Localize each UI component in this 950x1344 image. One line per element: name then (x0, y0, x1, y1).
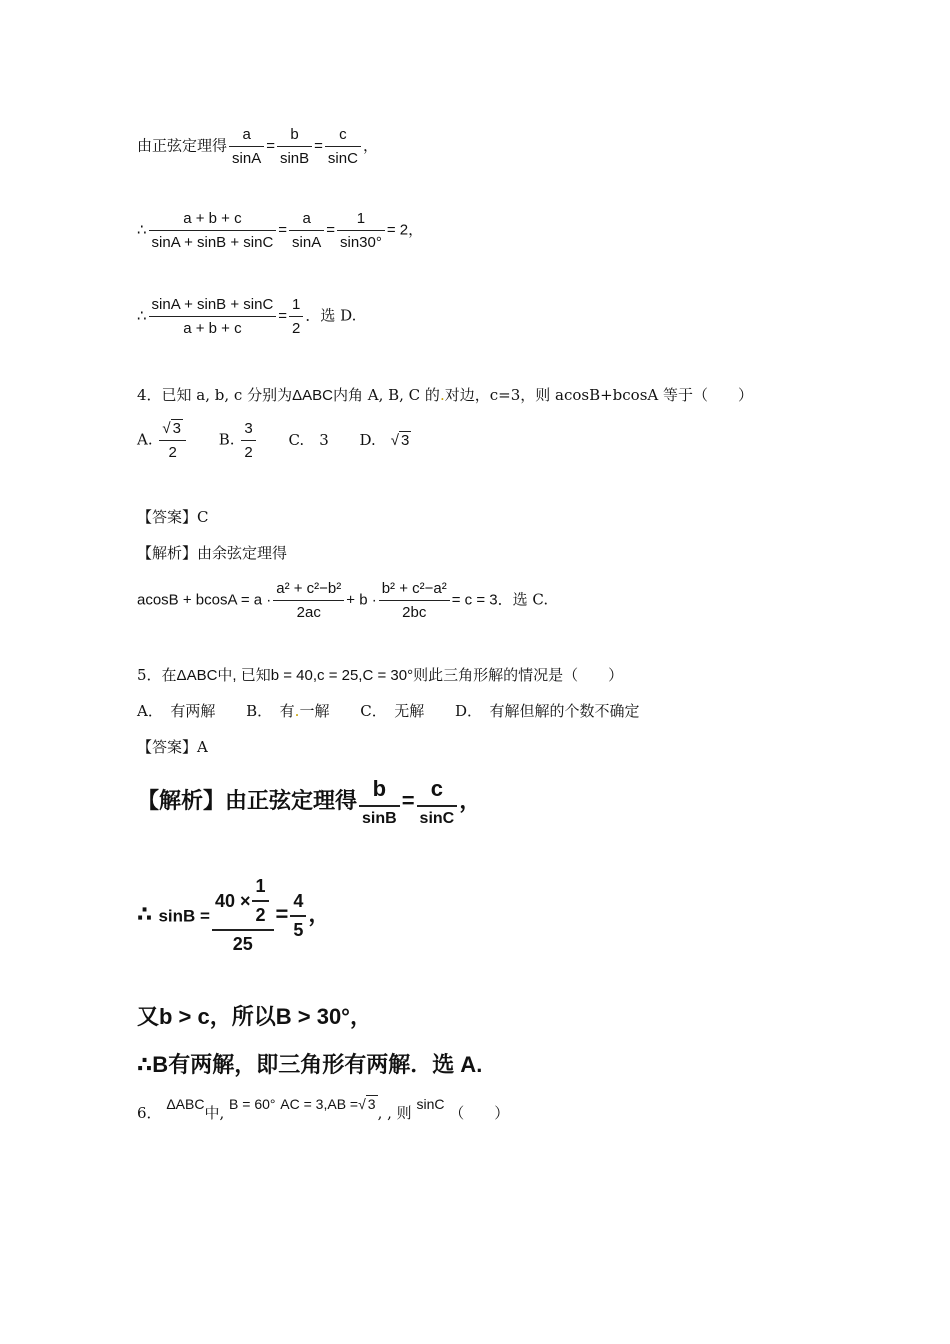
sine-law-line: 由正弦定理得 $\frac{a}{\sin A}$ = $\frac{b}{\sin B}$ = $\frac{c}{\sin C}$ ， (137, 126, 378, 167)
sine-law-prefix: 由正弦定理得 (137, 136, 228, 155)
q4-option-d[interactable]: D. √ 3 (359, 430, 410, 449)
inverse-ratio-line: ∴ $\frac{\sin A + \sin B + \sin C}{a + b + c}$ = $\frac{1}{2}$ ．选 D. (137, 296, 357, 337)
frac-sum-ratio: $\frac{a + b + c}{\sin A + \sin B + \sin C}$ (149, 210, 277, 251)
sqrt-icon: √ 3 (358, 1096, 376, 1112)
frac-inverse-ratio: $\frac{\sin A + \sin B + \sin C}{a + b + c}$ (149, 296, 277, 337)
q5-line3: 又b > c，所以B > 30°， (137, 1004, 372, 1029)
frac-a-sinA: $\frac{a}{\sin A}$ (229, 126, 264, 167)
frac-one-half: $\frac{1}{2}$ (289, 296, 303, 337)
q4-stem: 4．已知 a, b, c 分别为ΔABC内角 A, B, C 的.对边，c=3，则 acosB+bcosA 等于（ ） (137, 386, 753, 404)
q4-option-b[interactable]: B. $\frac{3}{2}$ (219, 420, 258, 461)
frac-cos-a: $\frac{\text{b² + c²−a²}}{2bc}$ (379, 580, 450, 621)
q4-analysis: 【解析】由余弦定理得 (137, 544, 288, 562)
q4-option-a[interactable]: A. $\frac{√ 3}{2}$ (137, 420, 188, 461)
q4-formula: acosB + bcosA = a · $\frac{\text{a² + c²−b²}}{2ac}$ + b · $\frac{\text{b² + c²−a²}}{2bc}$ = c = 3．选 C. (137, 580, 549, 621)
sqrt-icon: √ 3 (162, 420, 181, 437)
q5-option-c[interactable]: C． 无解 (360, 702, 425, 720)
q5-answer: 【答案】A (137, 738, 208, 756)
frac-b-sinB: $\frac{b}{\sin B}$ (277, 126, 312, 167)
sqrt-icon: √ 3 (390, 431, 410, 449)
frac-a-sinA-2: $\frac{a}{\sin A}$ (289, 210, 324, 251)
q5-options (137, 700, 666, 721)
ratio-sum-line: ∴ $\frac{a + b + c}{\sin A + \sin B + \sin C}$ = $\frac{a}{\sin A}$ = $\frac{1}{\sin 30^\circ}$ = 2， (137, 210, 424, 251)
frac-cos-b: $\frac{\text{a² + c²−b²}}{2ac}$ (273, 580, 344, 621)
q5-sinB-calc: ∴ sinB = 40 × $\frac{1}{2}$ 25 = $\frac{4}{5}$ ， (137, 876, 331, 954)
q5-option-b[interactable]: B． 有.一解 (246, 702, 330, 720)
q6-stem: 6． ΔABC中, B = 60° AC = 3,AB =√ 3 , , 则 sinC （ ） (137, 1096, 510, 1122)
q4-options (137, 420, 437, 461)
q5-option-d[interactable]: D． 有解但解的个数不确定 (455, 702, 640, 720)
frac-c-sinC: $\frac{c}{\sin C}$ (325, 126, 361, 167)
frac-1-sin30: $\frac{1}{\sin 30^\circ}$ (337, 210, 385, 251)
q5-option-a[interactable]: A． 有两解 (137, 702, 216, 720)
q4-answer: 【答案】C (137, 508, 209, 526)
q4-option-c[interactable]: C. 3 (288, 430, 329, 449)
q5-line4: ∴B有两解，即三角形有两解．选 A. (137, 1052, 483, 1077)
q5-analysis-sine-law: 【解析】由正弦定理得 $\frac{b}{\sin B}$ = $\frac{c}{\sin C}$ ， (137, 776, 482, 827)
q5-stem: 5．在ΔABC中, 已知b = 40,c = 25,C = 30°则此三角形解的情况是（ ） (137, 666, 624, 684)
